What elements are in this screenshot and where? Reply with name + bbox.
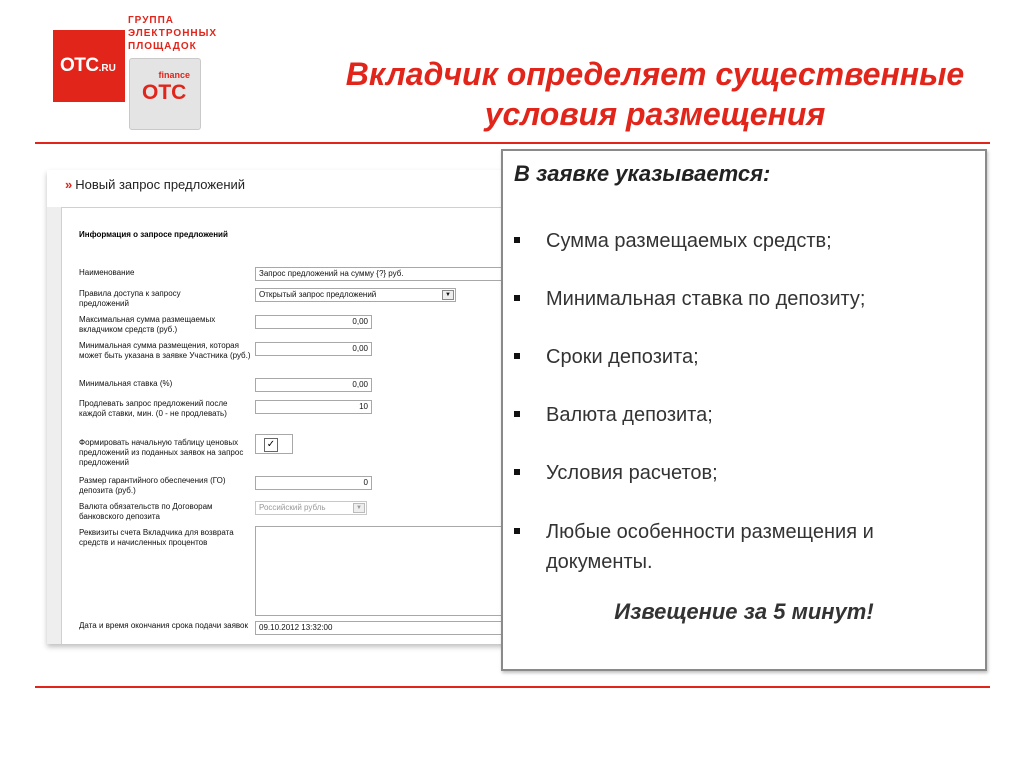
- form-side-strip: [47, 207, 61, 644]
- access-select-value: Открытый запрос предложений: [259, 290, 377, 299]
- field-label-account: Реквизиты счета Вкладчика для возврата средств и начисленных процентов: [79, 528, 234, 547]
- slide-title: Вкладчик определяет существенные условия размещения: [345, 56, 965, 132]
- chevron-right-icon: »: [65, 177, 73, 192]
- list-item: Минимальная ставка по депозиту;: [514, 284, 974, 314]
- otc-logo-text: ОТС.RU: [60, 55, 116, 76]
- list-item: Условия расчетов;: [514, 458, 974, 488]
- form-header: [65, 177, 245, 192]
- guarantee-input[interactable]: 0: [255, 476, 372, 490]
- list-item: Сумма размещаемых средств;: [514, 226, 974, 256]
- access-select[interactable]: [255, 288, 456, 302]
- dropdown-arrow-icon: ▼: [353, 503, 365, 513]
- bottom-divider: [35, 686, 990, 688]
- min-sum-input[interactable]: 0,00: [255, 342, 372, 356]
- top-divider: [35, 142, 990, 144]
- min-rate-input[interactable]: 0,00: [255, 378, 372, 392]
- field-label-guarantee: Размер гарантийного обеспечения (ГО) депозита (руб.): [79, 476, 226, 495]
- info-box: [501, 149, 987, 671]
- field-label-max-sum: Максимальная сумма размещаемых вкладчиком средств (руб.): [79, 315, 216, 334]
- field-label-name: Наименование: [79, 268, 135, 277]
- info-title: В заявке указывается:: [514, 161, 771, 186]
- field-label-access: Правила доступа к запросу предложений: [79, 289, 181, 308]
- account-details-textarea[interactable]: [255, 526, 508, 616]
- form-title: Новый запрос предложений: [75, 177, 246, 192]
- list-item: Сроки депозита;: [514, 342, 974, 372]
- currency-select-value: Российский рубль: [259, 503, 326, 512]
- field-label-min-rate: Минимальная ставка (%): [79, 379, 173, 388]
- field-label-initial-table: Формировать начальную таблицу ценовых предложений из поданных заявок на запрос предложений: [79, 438, 244, 467]
- finance-logo-label: finance: [158, 70, 190, 80]
- field-label-currency: Валюта обязательств по Договорам банковского депозита: [79, 502, 213, 521]
- initial-table-checkbox[interactable]: ✓: [264, 438, 278, 452]
- field-label-deadline: Дата и время окончания срока подачи заявок: [79, 621, 249, 630]
- max-sum-input[interactable]: 0,00: [255, 315, 372, 329]
- bullet-icon: [514, 469, 520, 475]
- deadline-input[interactable]: 09.10.2012 13:32:00: [255, 621, 508, 635]
- extend-minutes-input[interactable]: 10: [255, 400, 372, 414]
- field-label-extend: Продлевать запрос предложений после каждой ставки, мин. (0 - не продлевать): [79, 399, 228, 418]
- currency-select[interactable]: [255, 501, 367, 515]
- bullet-icon: [514, 295, 520, 301]
- otc-logo: [53, 30, 125, 102]
- bullet-icon: [514, 237, 520, 243]
- finance-logo-brand: ОТС: [142, 81, 187, 104]
- bullet-icon: [514, 528, 520, 534]
- group-label: ГРУППА ЭЛЕКТРОННЫХ ПЛОЩАДОК: [128, 15, 218, 52]
- list-item: Любые особенности размещения и документы.: [514, 517, 974, 577]
- notice-text: Извещение за 5 минут!: [614, 599, 874, 624]
- section-title: Информация о запросе предложений: [79, 230, 228, 239]
- finance-logo: [129, 58, 201, 130]
- request-form-screenshot: [47, 170, 508, 644]
- bullet-icon: [514, 353, 520, 359]
- dropdown-arrow-icon: ▼: [442, 290, 454, 300]
- bullet-icon: [514, 411, 520, 417]
- list-item: Валюта депозита;: [514, 400, 974, 430]
- field-label-min-sum: Минимальная сумма размещения, которая может быть указана в заявке Участника (руб.): [79, 341, 251, 360]
- name-input[interactable]: Запрос предложений на сумму {?} руб.: [255, 267, 508, 281]
